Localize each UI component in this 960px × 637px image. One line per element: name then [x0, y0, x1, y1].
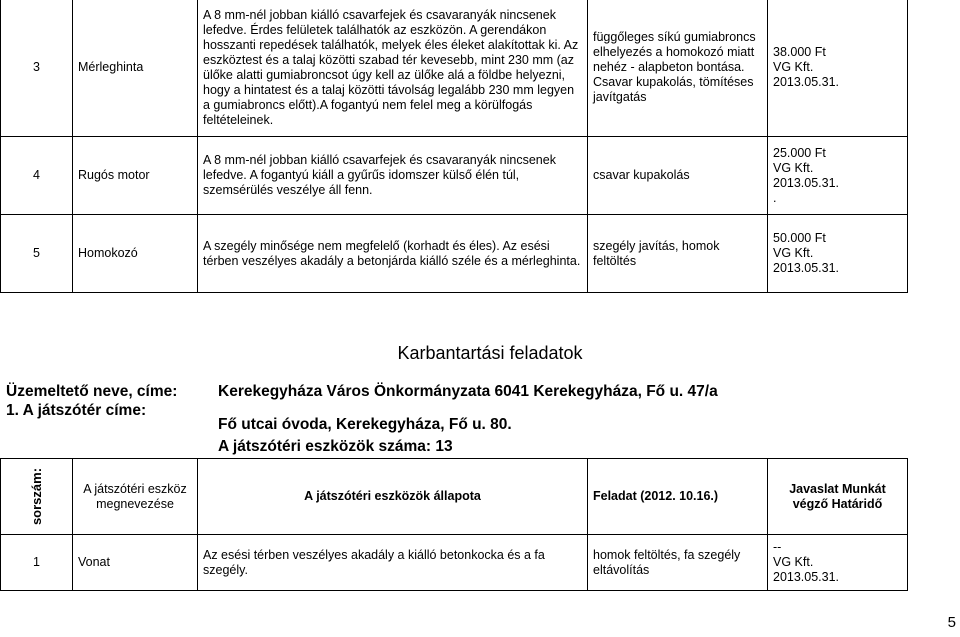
equipment-name: Homokozó: [73, 215, 198, 293]
header-task: Feladat (2012. 10.16.): [588, 459, 768, 535]
table-header-row: [1, 459, 908, 535]
contractor: VG Kft.: [773, 246, 814, 260]
equipment-count: A játszótéri eszközök száma: 13: [218, 438, 453, 455]
equipment-name: Vonat: [73, 535, 198, 591]
row-number: 1: [1, 535, 73, 591]
cost-cell: [768, 535, 908, 591]
playground-address: Fő utcai óvoda, Kerekegyháza, Fő u. 80.: [218, 416, 512, 433]
section-title: Karbantartási feladatok: [397, 343, 583, 363]
cost-cell: [768, 0, 908, 137]
maintenance-task: homok feltöltés, fa szegély eltávolítás: [588, 535, 768, 591]
playground-label: 1. A játszótér címe:: [6, 402, 147, 419]
equipment-condition: A szegély minősége nem megfelelő (korhadt és éles). Az esési térben veszélyes akadály a betonjárda kiálló széle és a mérleghinta.: [198, 215, 588, 293]
contractor: VG Kft.: [773, 160, 814, 175]
operator-value: Kerekegyháza Város Önkormányzata 6041 Kerekegyháza, Fő u. 47/a: [218, 383, 718, 400]
header-condition: A játszótéri eszközök állapota: [198, 459, 588, 535]
row-number: 5: [1, 215, 73, 293]
table-row: [1, 215, 908, 293]
row-number: 3: [1, 0, 73, 137]
table-row: [1, 0, 908, 137]
table-row: [1, 535, 908, 591]
header-equipment-name: A játszótéri eszköz megnevezése: [73, 459, 198, 535]
equipment-condition: Az esési térben veszélyes akadály a kiálló betonkocka és a fa szegély.: [198, 535, 588, 591]
row-number: 4: [1, 137, 73, 215]
deadline: 2013.05.31.: [773, 75, 840, 89]
cost-cell: [768, 215, 908, 293]
maintenance-task: függőleges síkú gumiabroncs elhelyezés a homokozó miatt nehéz - alapbeton bontása. Csavar kupakolás, tömítéses javítgatás: [588, 0, 768, 137]
equipment-condition: A 8 mm-nél jobban kiálló csavarfejek és csavaranyák nincsenek lefedve. Érdes felületek találhatók az eszközön. A gerendákon hosszanti repedések találhatók, melyek éles éleket alakítottak ki. Az eszköztest és a talaj közötti szabad tér kevesebb, mint 230 mm (az ülőke alatti gumiabroncsot úgy kell az ülőke alá a földbe helyezni, hogy a hintatest és a talaj közötti távolság legalább 230 mm legyen a gumiabroncs előtt).A fogantyú nem felel meg a körülfogás feltételeinek.: [198, 0, 588, 137]
table-row: [1, 137, 908, 215]
equipment-name: Rugós motor: [73, 137, 198, 215]
maintenance-task: szegély javítás, homok feltöltés: [588, 215, 768, 293]
maintenance-task: csavar kupakolás: [588, 137, 768, 215]
lower-maintenance-table: [0, 458, 908, 591]
contractor: VG Kft.: [773, 60, 814, 74]
stray-dot: .: [773, 190, 777, 205]
deadline: 2013.05.31.: [773, 570, 840, 584]
equipment-condition: A 8 mm-nél jobban kiálló csavarfejek és csavaranyák nincsenek lefedve. A fogantyú kiáll a gyűrűs idomszer külső élén túl, szemsérülés veszélye áll fenn.: [198, 137, 588, 215]
equipment-name: Mérleghinta: [73, 0, 198, 137]
header-suggestion: Javaslat Munkát végző Határidő: [768, 459, 908, 535]
cost-amount: --: [773, 540, 782, 554]
operator-label: Üzemeltető neve, címe:: [6, 383, 178, 400]
cost-amount: 25.000 Ft: [773, 145, 826, 160]
page-number: 5: [947, 614, 956, 631]
header-number-cell: [1, 459, 73, 535]
upper-maintenance-table: [0, 0, 908, 293]
deadline: 2013.05.31.: [773, 175, 840, 190]
contractor: VG Kft.: [773, 555, 814, 569]
cost-amount: 38.000 Ft: [773, 45, 826, 59]
cost-amount: 50.000 Ft: [773, 231, 826, 245]
cost-cell: [768, 137, 908, 215]
header-number: sorszám:: [29, 467, 44, 526]
deadline: 2013.05.31.: [773, 261, 840, 275]
